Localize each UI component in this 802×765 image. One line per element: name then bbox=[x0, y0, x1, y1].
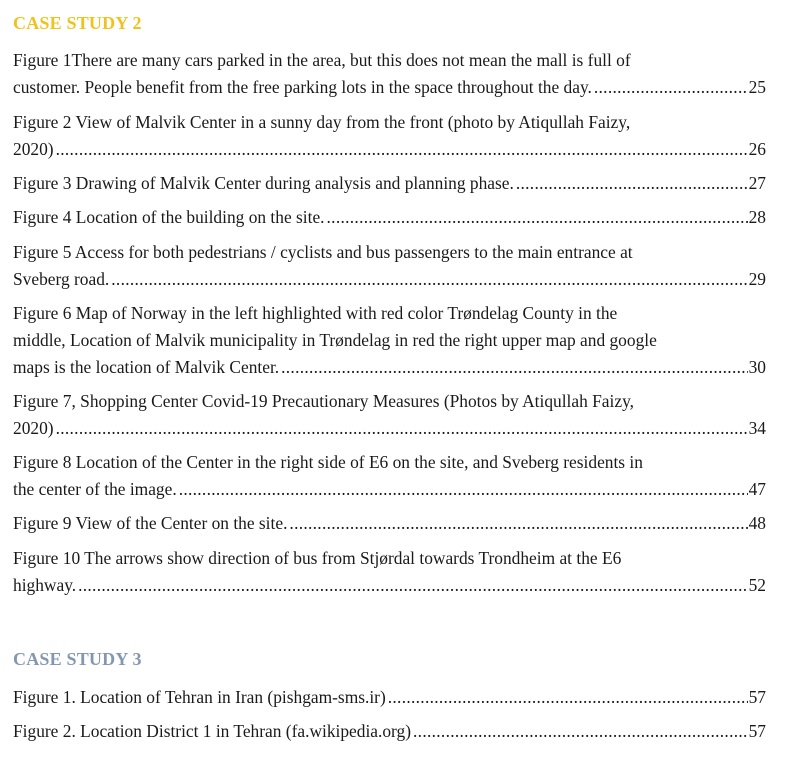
dot-leader bbox=[111, 266, 747, 293]
figure-entry-line: middle, Location of Malvik municipality in Trøndelag in red the right upper map and google bbox=[13, 330, 657, 350]
figure-entry-leader-line bbox=[13, 136, 766, 163]
figure-entry-text: Sveberg road. bbox=[13, 269, 110, 289]
figure-entry-leader-line bbox=[13, 572, 766, 599]
figure-entry[interactable] bbox=[13, 684, 766, 711]
figure-entry-text: Figure 9 View of the Center on the site. bbox=[13, 513, 288, 533]
figure-entry-line: Figure 1There are many cars parked in the area, but this does not mean the mall is full of bbox=[13, 50, 631, 70]
page-number: 52 bbox=[748, 575, 766, 595]
figure-entry-leader-line bbox=[13, 354, 766, 381]
section-heading-case-study-3: CASE STUDY 3 bbox=[13, 649, 142, 669]
dot-leader bbox=[56, 136, 748, 163]
figure-entry-line: Figure 5 Access for both pedestrians / cyclists and bus passengers to the main entrance at bbox=[13, 242, 633, 262]
figure-entry-text: 2020) bbox=[13, 139, 54, 159]
dot-leader bbox=[388, 684, 748, 711]
page-number: 34 bbox=[748, 418, 766, 438]
figure-entry-leader-line bbox=[13, 510, 766, 537]
page-number: 48 bbox=[748, 513, 766, 533]
figure-entry[interactable] bbox=[13, 449, 766, 503]
dot-leader bbox=[56, 415, 748, 442]
section-heading-case-study-2: CASE STUDY 2 bbox=[13, 13, 142, 33]
dot-leader bbox=[327, 204, 748, 231]
dot-leader bbox=[594, 74, 748, 101]
figure-entry[interactable] bbox=[13, 109, 766, 163]
figure-entry-text: the center of the image. bbox=[13, 479, 177, 499]
dot-leader bbox=[179, 476, 748, 503]
dot-leader bbox=[281, 354, 747, 381]
figure-entry-text: Figure 2. Location District 1 in Tehran (fa.wikipedia.org) bbox=[13, 721, 412, 741]
figure-entry-leader-line bbox=[13, 204, 766, 231]
figure-entry-text: Figure 3 Drawing of Malvik Center during analysis and planning phase. bbox=[13, 173, 514, 193]
figure-entry[interactable] bbox=[13, 300, 766, 381]
figure-entry-text: Figure 4 Location of the building on the site. bbox=[13, 207, 325, 227]
figure-entry-line: Figure 8 Location of the Center in the right side of E6 on the site, and Sveberg residents in bbox=[13, 452, 643, 472]
page-number: 47 bbox=[748, 479, 766, 499]
figure-entry-leader-line bbox=[13, 476, 766, 503]
page-number: 27 bbox=[748, 173, 766, 193]
figure-entry-leader-line bbox=[13, 74, 766, 101]
figure-entry-leader-line bbox=[13, 170, 766, 197]
figure-entry[interactable] bbox=[13, 239, 766, 293]
figure-entry-text: highway. bbox=[13, 575, 77, 595]
dot-leader bbox=[413, 718, 748, 745]
figure-entry[interactable] bbox=[13, 718, 766, 745]
page-number: 25 bbox=[748, 77, 766, 97]
figure-entry[interactable] bbox=[13, 204, 766, 231]
figure-entry[interactable] bbox=[13, 545, 766, 599]
figure-entry[interactable] bbox=[13, 47, 766, 101]
page-number: 28 bbox=[748, 207, 766, 227]
figure-entry[interactable] bbox=[13, 170, 766, 197]
figure-entry-leader-line bbox=[13, 415, 766, 442]
dot-leader bbox=[516, 170, 748, 197]
page-number: 29 bbox=[748, 269, 766, 289]
figure-entry-line: Figure 10 The arrows show direction of bus from Stjørdal towards Trondheim at the E6 bbox=[13, 548, 622, 568]
figure-entry-text: customer. People benefit from the free parking lots in the space throughout the day. bbox=[13, 77, 592, 97]
figure-entry-line: Figure 2 View of Malvik Center in a sunny day from the front (photo by Atiqullah Faizy, bbox=[13, 112, 631, 132]
figure-entry-text: maps is the location of Malvik Center. bbox=[13, 357, 280, 377]
figure-entry-leader-line bbox=[13, 684, 766, 711]
figure-entry-leader-line bbox=[13, 718, 766, 745]
dot-leader bbox=[78, 572, 748, 599]
figure-entry-leader-line bbox=[13, 266, 766, 293]
page-number: 30 bbox=[748, 357, 766, 377]
page-number: 57 bbox=[748, 721, 766, 741]
figure-entry-line: Figure 7, Shopping Center Covid-19 Precautionary Measures (Photos by Atiqullah Faizy, bbox=[13, 391, 634, 411]
figure-entry-line: Figure 6 Map of Norway in the left highlighted with red color Trøndelag County in the bbox=[13, 303, 618, 323]
figure-entry[interactable] bbox=[13, 510, 766, 537]
figure-entry-text: 2020) bbox=[13, 418, 54, 438]
figure-entry[interactable] bbox=[13, 388, 766, 442]
dot-leader bbox=[289, 510, 747, 537]
figure-entry-text: Figure 1. Location of Tehran in Iran (pishgam-sms.ir) bbox=[13, 687, 386, 707]
page-number: 57 bbox=[748, 687, 766, 707]
page-number: 26 bbox=[748, 139, 766, 159]
